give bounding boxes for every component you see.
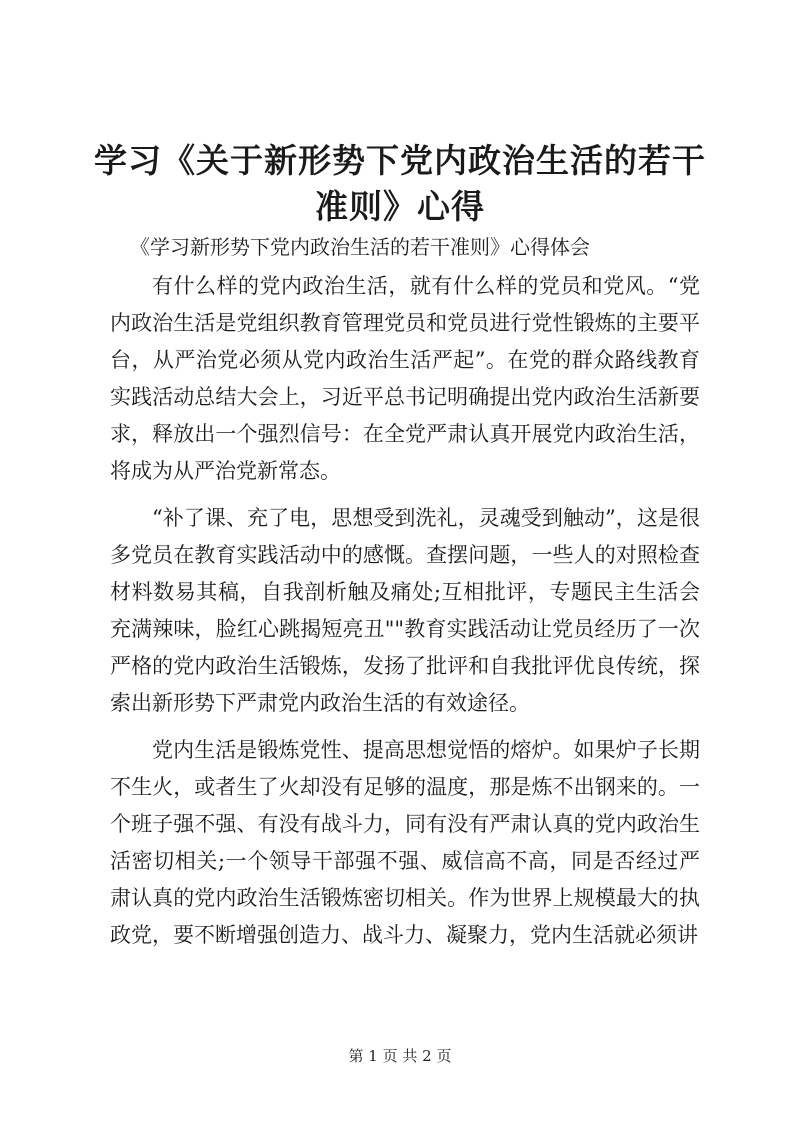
- document-body: [110, 268, 700, 964]
- page-footer: 第 1 页 共 2 页: [348, 1047, 452, 1065]
- paragraph-3: 党内生活是锻炼党性、提高思想觉悟的熔炉。如果炉子长期不生火，或者生了火却没有足够的温度，那是炼不出钢来的。一个班子强不强、有没有战斗力，同有没有严肃认真的党内政治生活密切相关;一个领导干部强不强、威信高不高，同是否经过严肃认真的党内政治生活锻炼密切相关。作为世界上规模最大的执政党，要不断增强创造力、战斗力、凝聚力，党内生活就必须讲: [110, 738, 700, 947]
- document-title: 学习《关于新形势下党内政治生活的若干准则》心得: [94, 141, 706, 226]
- paragraph-1: 有什么样的党内政治生活，就有什么样的党员和党风。“党内政治生活是党组织教育管理党员和党员进行党性锻炼的主要平台，从严治党必须从党内政治生活严起”。在党的群众路线教育实践活动总结大会上，习近平总书记明确提出党内政治生活新要求，释放出一个强烈信号：在全党严肃认真开展党内政治生活，将成为从严治党新常态。: [110, 274, 700, 483]
- document-subtitle: 《学习新形势下党内政治生活的若干准则》心得体会: [130, 235, 590, 259]
- paragraph-2: “补了课、充了电，思想受到洗礼，灵魂受到触动”，这是很多党员在教育实践活动中的感慨。查摆问题，一些人的对照检查材料数易其稿，自我剖析触及痛处;互相批评，专题民主生活会充满辣味，脸红心跳揭短亮丑""教育实践活动让党员经历了一次严格的党内政治生活锻炼，发扬了批评和自我批评优良传统，探索出新形势下严肃党内政治生活的有效途径。: [110, 506, 700, 715]
